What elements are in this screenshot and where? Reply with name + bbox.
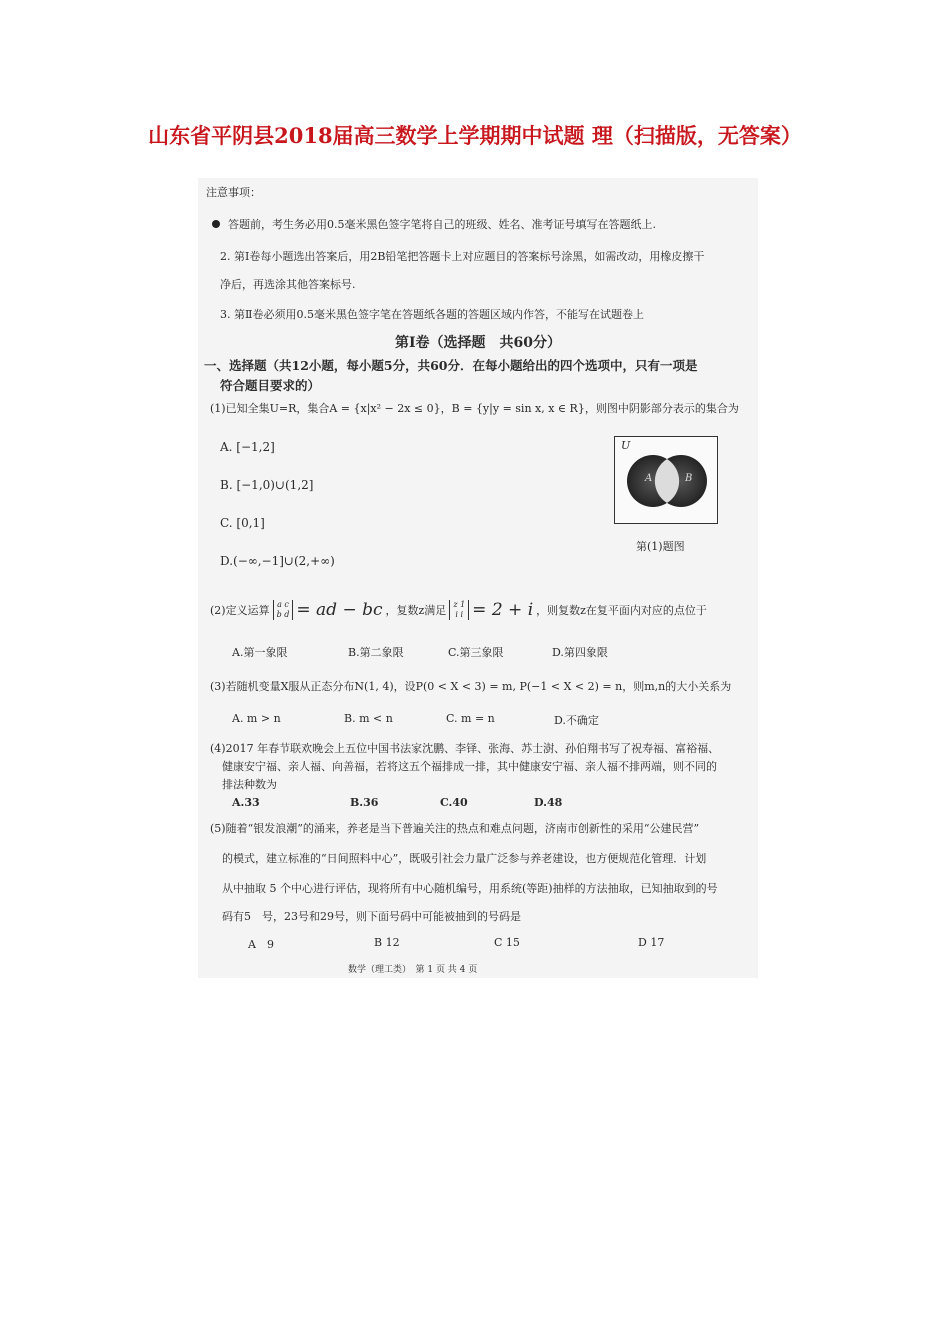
q4-option-a: A.33 (232, 796, 260, 809)
q5-option-a: A 9 (248, 938, 274, 951)
q3-option-c: C. m = n (446, 712, 495, 725)
q1-figure-caption: 第(1)题图 (636, 540, 685, 553)
q2-det-2 (449, 600, 469, 620)
q5-line-3: 从中抽取 5 个中心进行评估，现将所有中心随机编号，用系统(等距)抽样的方法抽取，已知抽取到的号 (222, 882, 718, 895)
note-item-2-cont: 净后，再选涂其他答案标号. (220, 278, 356, 291)
q5-option-d: D 17 (638, 936, 665, 949)
section-intro-1: 一、选择题（共12小题，每小题5分，共60分．在每小题给出的四个选项中，只有一项是 (204, 358, 698, 373)
q2-option-b: B.第二象限 (348, 646, 404, 659)
det2-i1: i (455, 610, 458, 619)
q4-option-d: D.48 (534, 796, 563, 809)
venn-diagram (614, 436, 718, 524)
q2-middle: ，复数z满足 (385, 604, 447, 617)
scanned-exam-page (198, 178, 758, 978)
q2-suffix: ，则复数z在复平面内对应的点位于 (536, 604, 707, 617)
q5-option-b: B 12 (374, 936, 400, 949)
det1-d: d (284, 610, 290, 619)
label-a: A (645, 473, 653, 484)
q3-option-d: D.不确定 (554, 714, 599, 727)
det2-z: z (453, 600, 458, 609)
bullet-dot-icon (212, 220, 220, 228)
q4-line-1: (4)2017 年春节联欢晚会上五位中国书法家沈鹏、李铎、张海、苏士澍、孙伯翔书写了祝寿福、富裕福、 (210, 742, 720, 755)
det1-b: b (276, 610, 282, 619)
q2-stem (210, 600, 707, 620)
q3-option-a: A. m > n (232, 712, 281, 725)
q4-line-3: 排法种数为 (222, 778, 277, 791)
det2-i2: i (460, 610, 464, 619)
det2-1: 1 (460, 600, 466, 609)
label-b: B (685, 473, 693, 484)
q2-option-a: A.第一象限 (232, 646, 288, 659)
page-footer: 数学（理工类） 第 1 页 共 4 页 (348, 965, 478, 975)
label-u: U (621, 439, 631, 452)
document-title: 山东省平阴县2018届高三数学上学期期中试题 理（扫描版，无答案） (148, 123, 802, 148)
section-title: 第Ⅰ卷（选择题 共60分） (394, 335, 562, 351)
det1-a: a (277, 600, 282, 609)
q4-line-2: 健康安宁福、亲人福、向善福，若将这五个福排成一排，其中健康安宁福、亲人福不排两端，则不同的 (222, 760, 717, 773)
q3-option-b: B. m < n (344, 712, 393, 725)
q5-line-1: (5)随着“银发浪潮”的涌来，养老是当下普遍关注的热点和难点问题，济南市创新性的采用“公建民营” (210, 822, 700, 835)
q5-line-4: 码有5 号，23号和29号，则下面号码中可能被抽到的号码是 (222, 910, 521, 923)
q2-eq-1: = ad − bc (296, 600, 383, 620)
det1-c: c (284, 600, 289, 609)
q1-stem: (1)已知全集U=R，集合A = {x|x² − 2x ≤ 0}，B = {y|y = sin x, x ∈ R}，则图中阴影部分表示的集合为 (210, 402, 739, 415)
q2-eq-2: = 2 + i (472, 600, 534, 620)
q5-option-c: C 15 (494, 936, 520, 949)
note-item-1: 答题前，考生务必用0.5毫米黑色签字笔将自己的班级、姓名、准考证号填写在答题纸上. (228, 218, 656, 231)
q4-option-c: C.40 (440, 796, 468, 809)
note-item-2: 2. 第Ⅰ卷每小题选出答案后，用2B铅笔把答题卡上对应题目的答案标号涂黑，如需改动，用橡皮擦干 (220, 250, 705, 263)
q2-option-c: C.第三象限 (448, 646, 504, 659)
note-item-3: 3. 第Ⅱ卷必须用0.5毫米黑色签字笔在答题纸各题的答题区域内作答，不能写在试题卷上 (220, 308, 644, 321)
q2-det-1 (273, 600, 294, 620)
q3-stem: (3)若随机变量X服从正态分布N(1, 4)，设P(0 < X < 3) = m, P(−1 < X < 2) = n，则m,n的大小关系为 (210, 680, 732, 693)
q2-prefix: (2)定义运算 (210, 604, 270, 617)
q1-option-a: A. [−1,2] (220, 440, 275, 454)
q4-option-b: B.36 (350, 796, 379, 809)
q1-option-d: D.(−∞,−1]∪(2,+∞) (220, 554, 335, 568)
notes-heading: 注意事项： (206, 186, 261, 199)
q2-option-d: D.第四象限 (552, 646, 608, 659)
section-intro-2: 符合题目要求的） (220, 378, 321, 393)
venn-circles (615, 437, 717, 523)
q5-line-2: 的模式，建立标准的“日间照料中心”，既吸引社会力量广泛参与养老建设，也方便规范化管理．计划 (222, 852, 707, 865)
q1-option-b: B. [−1,0)∪(1,2] (220, 478, 314, 492)
q1-option-c: C. [0,1] (220, 516, 265, 530)
